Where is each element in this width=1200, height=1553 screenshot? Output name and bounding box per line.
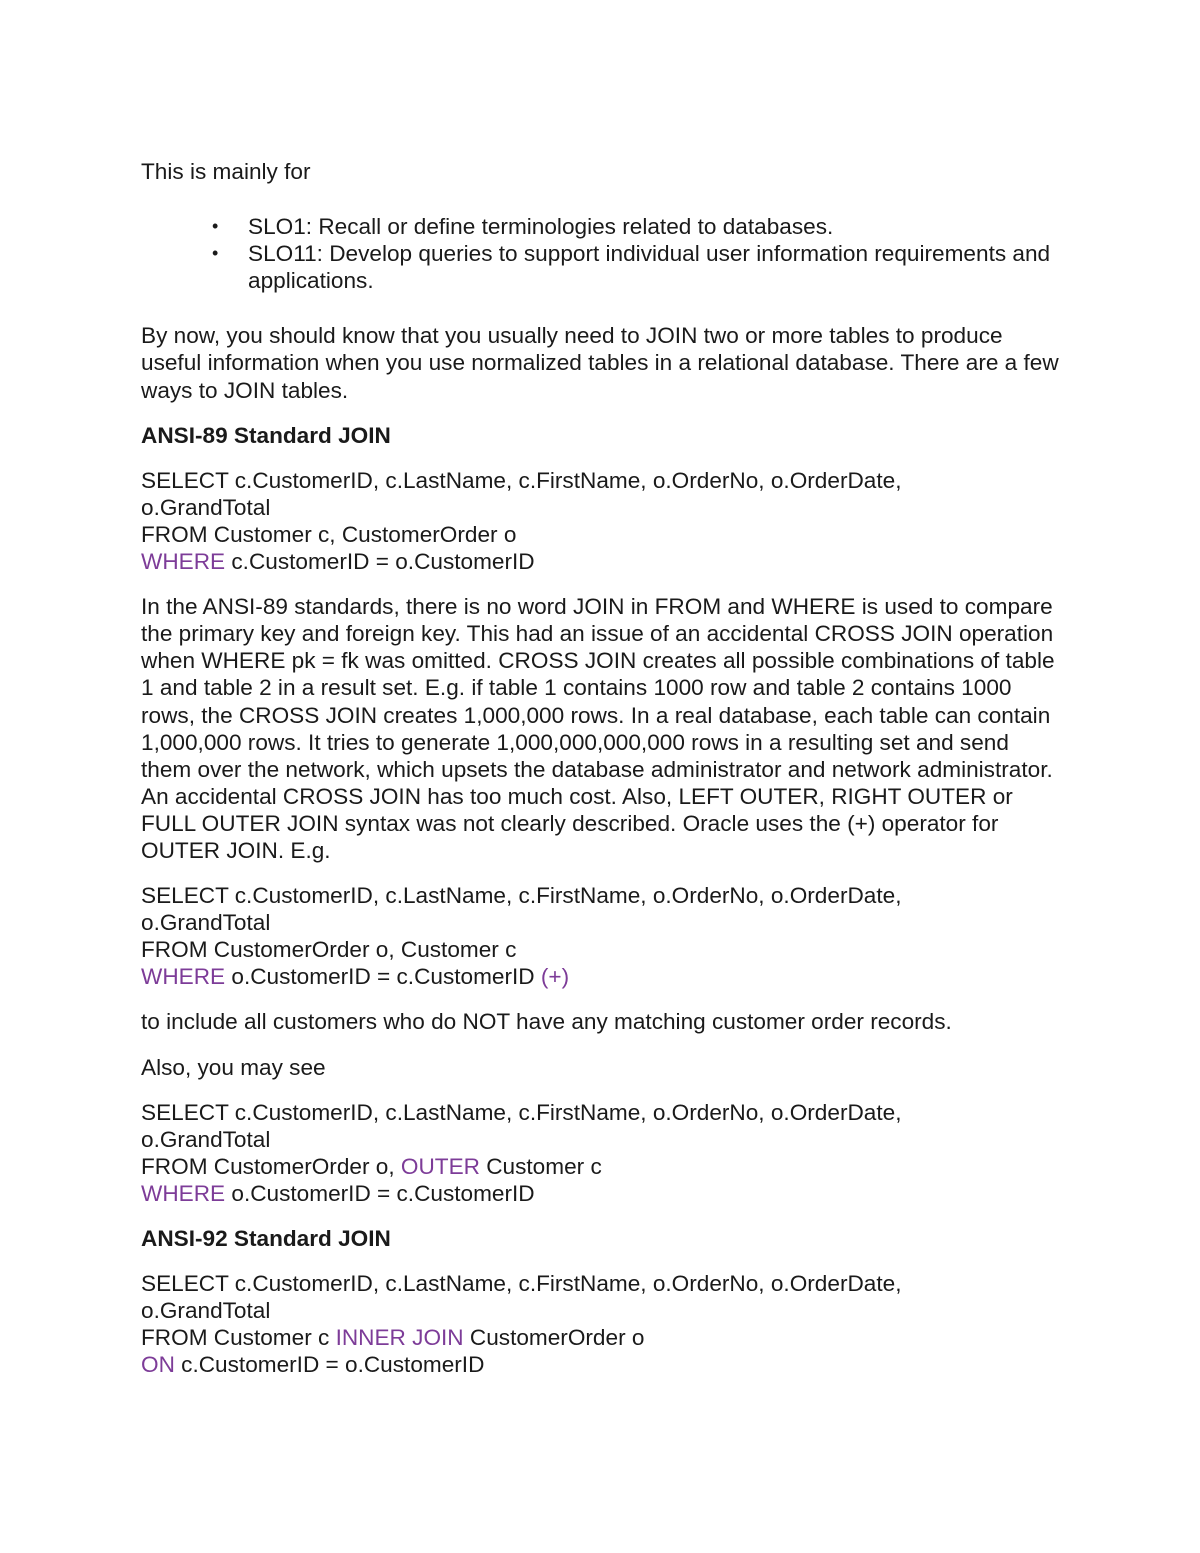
code-where-condition: o.CustomerID = c.CustomerID	[225, 964, 541, 990]
code-block-ansi92	[141, 1270, 1061, 1378]
code-from-line	[141, 1324, 1061, 1351]
code-select-line-cont: o.GrandTotal	[141, 1126, 271, 1152]
code-on-condition: c.CustomerID = o.CustomerID	[174, 1352, 485, 1378]
keyword-on: ON	[141, 1352, 175, 1378]
also-see-paragraph: Also, you may see	[141, 1054, 326, 1080]
keyword-where: WHERE	[141, 1180, 226, 1206]
code-where-line	[141, 548, 1061, 575]
code-from-line: FROM Customer c, CustomerOrder o	[141, 521, 517, 547]
code-where-line	[141, 963, 1061, 990]
code-from-start: FROM Customer c	[141, 1325, 336, 1351]
code-from-end: CustomerOrder o	[463, 1325, 645, 1351]
slo-item: • SLO1: Recall or define terminologies related to databases.	[248, 213, 1061, 240]
intro-text: This is mainly for	[141, 159, 311, 184]
keyword-where: WHERE	[141, 964, 226, 990]
code-select-line: SELECT c.CustomerID, c.LastName, c.FirstName, o.OrderNo, o.OrderDate,	[141, 1271, 902, 1297]
ansi89-explanation-paragraph: In the ANSI-89 standards, there is no word JOIN in FROM and WHERE is used to compare the primary key and foreign key. This had an issue of an accidental CROSS JOIN operation when WHERE pk = fk was omitted. CROSS JOIN creates all possible combinations of table 1 and table 2 in a result set. E.g. if table 1 contains 1000 row and table 2 contains 1000 rows, the CROSS JOIN creates 1,000,000 rows. In a real database, each table can contain 1,000,000 rows. It tries to generate 1,000,000,000,000 rows in a resulting set and send them over the network, which upsets the database administrator and network administrator. An accidental CROSS JOIN has too much cost. Also, LEFT OUTER, RIGHT OUTER or FULL OUTER JOIN syntax was not clearly described. Oracle uses the (+) operator for OUTER JOIN. E.g.	[141, 594, 1055, 863]
slo-list	[141, 213, 1061, 294]
code-select-line: SELECT c.CustomerID, c.LastName, c.FirstName, o.OrderNo, o.OrderDate,	[141, 883, 902, 909]
keyword-outer: OUTER	[400, 1153, 480, 1179]
heading-ansi89: ANSI-89 Standard JOIN	[141, 422, 391, 448]
code-from-line	[141, 1153, 1061, 1180]
heading-ansi92: ANSI-92 Standard JOIN	[141, 1226, 391, 1251]
code-from-line: FROM CustomerOrder o, Customer c	[141, 937, 517, 963]
outer-note-paragraph: to include all customers who do NOT have any matching customer order records.	[141, 1009, 952, 1035]
join-intro-paragraph: By now, you should know that you usually need to JOIN two or more tables to produce useful information when you use normalized tables in a relational database. There are a few ways to JOIN tables.	[141, 323, 1059, 403]
code-where-condition: o.CustomerID = c.CustomerID	[225, 1180, 535, 1206]
code-where-condition: c.CustomerID = o.CustomerID	[225, 549, 535, 575]
code-select-line-cont: o.GrandTotal	[141, 910, 271, 936]
code-select-line-cont: o.GrandTotal	[141, 1298, 271, 1324]
keyword-where: WHERE	[141, 549, 226, 575]
code-from-start: FROM CustomerOrder o,	[141, 1153, 401, 1179]
code-from-end: Customer c	[479, 1153, 602, 1179]
code-block-outer-keyword	[141, 1099, 1061, 1207]
code-block-ansi89	[141, 467, 1061, 575]
code-where-line	[141, 1180, 1061, 1207]
keyword-inner-join: INNER JOIN	[335, 1325, 464, 1351]
code-on-line	[141, 1351, 1061, 1378]
code-block-oracle-outer	[141, 882, 1061, 990]
code-select-line: SELECT c.CustomerID, c.LastName, c.FirstName, o.OrderNo, o.OrderDate,	[141, 467, 902, 493]
code-select-line: SELECT c.CustomerID, c.LastName, c.FirstName, o.OrderNo, o.OrderDate,	[141, 1099, 902, 1125]
slo-item: • SLO11: Develop queries to support individual user information requirements and applications.	[248, 240, 1061, 294]
document-page	[141, 158, 1061, 1396]
keyword-outer-plus: (+)	[540, 964, 570, 990]
code-select-line-cont: o.GrandTotal	[141, 494, 271, 520]
